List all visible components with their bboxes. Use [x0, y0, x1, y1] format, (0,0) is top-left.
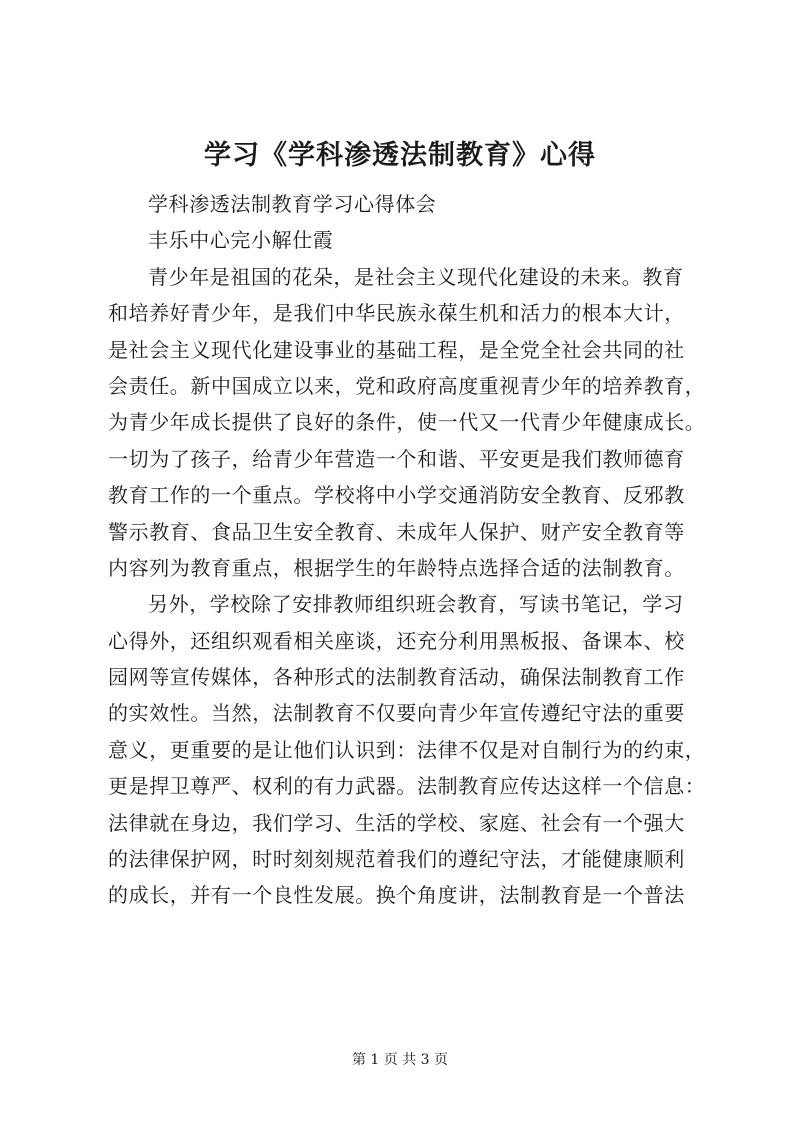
paragraph-line: 教育工作的一个重点。学校将中小学交通消防安全教育、反邪教 — [108, 483, 685, 508]
paragraph-1 — [108, 259, 708, 587]
paragraph-line: 心得外，还组织观看相关座谈，还充分利用黑板报、备课本、校 — [108, 628, 685, 653]
paragraph-line: 的实效性。当然，法制教育不仅要向青少年宣传遵纪守法的重要 — [108, 701, 685, 726]
paragraph-line: 为青少年成长提供了良好的条件，使一代又一代青少年健康成长。 — [108, 410, 706, 435]
paragraph-line: 意义，更重要的是让他们认识到：法律不仅是对自制行为的约束， — [108, 737, 706, 762]
paragraph-line: 的法律保护网，时时刻刻规范着我们的遵纪守法，才能健康顺利 — [108, 847, 685, 872]
paragraph-line: 一切为了孩子，给青少年营造一个和谐、平安更是我们教师德育 — [108, 446, 685, 471]
paragraph-line: 青少年是祖国的花朵，是社会主义现代化建设的未来。教育 — [148, 264, 684, 289]
paragraph-line: 的成长，并有一个良性发展。换个角度讲，法制教育是一个普法 — [108, 883, 685, 908]
paragraph-line: 会责任。新中国成立以来，党和政府高度重视青少年的培养教育， — [108, 373, 706, 398]
paragraph-line: 内容列为教育重点，根据学生的年龄特点选择合适的法制教育。 — [108, 555, 685, 580]
paragraph-line: 法律就在身边，我们学习、生活的学校、家庭、社会有一个强大 — [108, 810, 685, 835]
paragraph-line: 园网等宣传媒体，各种形式的法制教育活动，确保法制教育工作 — [108, 665, 685, 690]
paragraph-line: 另外，学校除了安排教师组织班会教育，写读书笔记，学习 — [148, 592, 684, 617]
paragraph-line: 更是捍卫尊严、权利的有力武器。法制教育应传达这样一个信息： — [108, 774, 706, 799]
document-author: 丰乐中心完小解仕霞 — [148, 228, 334, 253]
document-subtitle: 学科渗透法制教育学习心得体会 — [148, 192, 437, 216]
page-number-footer: 第 1 页 共 3 页 — [351, 1052, 449, 1068]
paragraph-line: 警示教育、食品卫生安全教育、未成年人保护、财产安全教育等 — [108, 519, 685, 544]
document-body — [108, 186, 708, 914]
paragraph-2 — [108, 586, 708, 914]
paragraph-line: 是社会主义现代化建设事业的基础工程，是全党全社会共同的社 — [108, 337, 685, 362]
document-title: 学习《学科渗透法制教育》心得 — [204, 140, 596, 171]
paragraph-line: 和培养好青少年，是我们中华民族永葆生机和活力的根本大计， — [108, 301, 685, 326]
